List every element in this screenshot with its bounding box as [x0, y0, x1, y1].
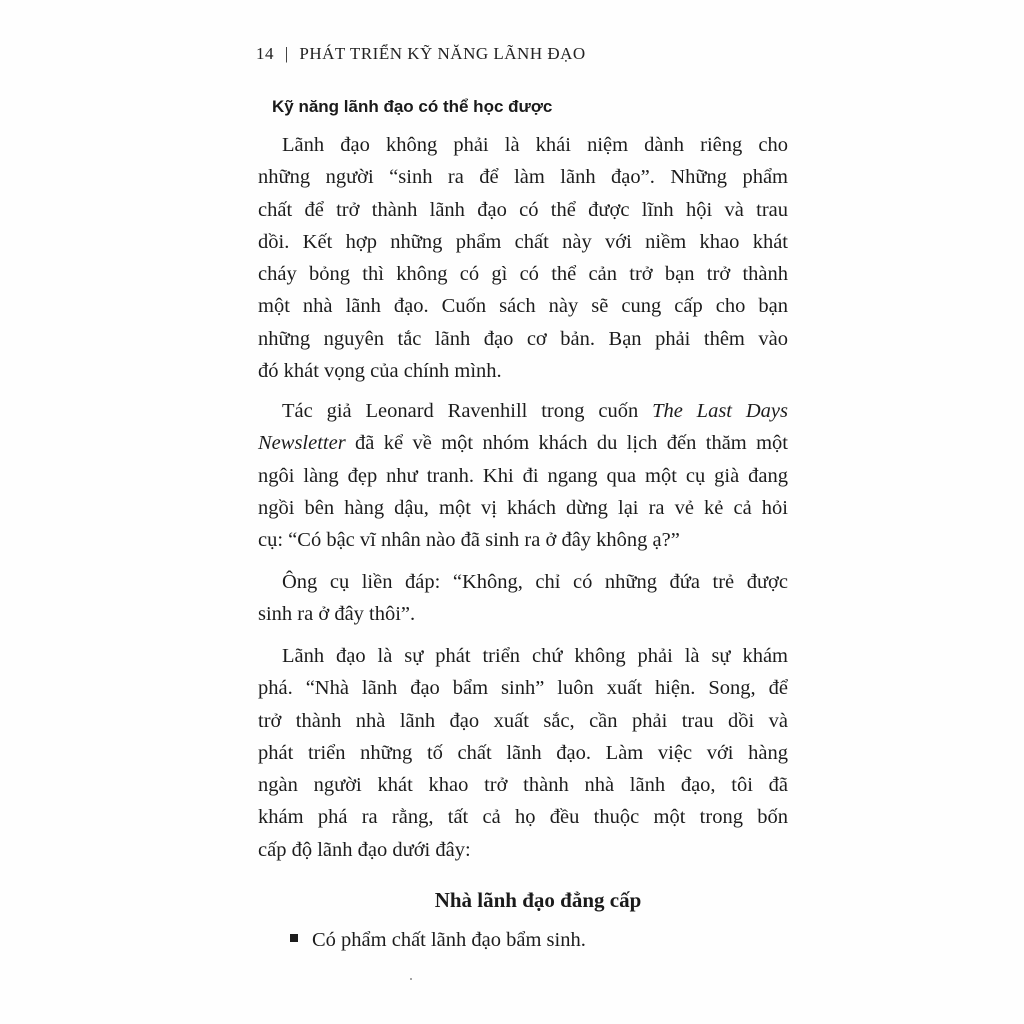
paragraph-line: cháy bỏng thì không có gì có thể cản trở bạn trở thành — [258, 263, 788, 286]
paragraph-line: Lãnh đạo không phải là khái niệm dành riêng cho — [282, 134, 788, 156]
bullet-text: Có phẩm chất lãnh đạo bẩm sinh. — [312, 929, 586, 951]
book-title-italic: Newsletter — [258, 432, 346, 455]
paragraph-3 — [258, 566, 788, 631]
page-number: 14 — [256, 44, 274, 63]
paragraph-line: đó khát vọng của chính mình. — [258, 360, 502, 383]
square-bullet-icon — [290, 934, 298, 942]
paragraph-line: khám phá ra rằng, tất cả họ đều thuộc một trong bốn — [258, 806, 788, 829]
book-title-italic: The Last Days — [652, 400, 788, 422]
page-speck — [410, 978, 412, 980]
paragraph-line: phá. “Nhà lãnh đạo bẩm sinh” luôn xuất hiện. Song, để — [258, 677, 788, 700]
paragraph-line: sinh ra ở đây thôi”. — [258, 603, 416, 626]
paragraph-line — [258, 395, 788, 427]
paragraph-line: dồi. Kết hợp những phẩm chất này với niềm khao khát — [258, 230, 788, 253]
paragraph-2 — [258, 395, 788, 556]
running-head — [256, 44, 586, 64]
paragraph-text: Tác giả Leonard Ravenhill trong cuốn — [282, 400, 653, 422]
paragraph-line: phát triển những tố chất lãnh đạo. Làm việc với hàng — [258, 741, 788, 764]
paragraph-text: đã kể về một nhóm khách du lịch đến thăm một — [345, 432, 788, 455]
sub-heading: Nhà lãnh đạo đẳng cấp — [434, 888, 642, 912]
paragraph-4 — [258, 640, 788, 866]
paragraph-line: Lãnh đạo là sự phát triển chứ không phải là sự khám — [282, 645, 788, 667]
paragraph-line: những nguyên tắc lãnh đạo cơ bản. Bạn phải thêm vào — [258, 327, 788, 350]
header-separator: | — [284, 44, 289, 63]
paragraph-line: ngôi làng đẹp như tranh. Khi đi ngang qua một cụ già đang — [258, 464, 788, 487]
book-title: PHÁT TRIỂN KỸ NĂNG LÃNH ĐẠO — [299, 44, 586, 63]
paragraph-1 — [258, 129, 788, 387]
paragraph-line: một nhà lãnh đạo. Cuốn sách này sẽ cung cấp cho bạn — [258, 295, 788, 318]
paragraph-line — [258, 427, 788, 459]
paragraph-line: cụ: “Có bậc vĩ nhân nào đã sinh ra ở đây không ạ?” — [258, 529, 680, 552]
bullet-list-item — [290, 929, 586, 952]
paragraph-line: cấp độ lãnh đạo dưới đây: — [258, 838, 471, 861]
paragraph-line: Ông cụ liền đáp: “Không, chỉ có những đứa trẻ được — [282, 571, 788, 593]
section-heading: Kỹ năng lãnh đạo có thể học được — [272, 97, 553, 116]
paragraph-line: ngàn người khát khao trở thành nhà lãnh đạo, tôi đã — [258, 774, 788, 797]
paragraph-line: trở thành nhà lãnh đạo xuất sắc, cần phải trau dồi và — [258, 709, 788, 732]
paragraph-line: chất để trở thành lãnh đạo có thể được lĩnh hội và trau — [258, 198, 788, 221]
paragraph-line: những người “sinh ra để làm lãnh đạo”. Những phẩm — [258, 166, 788, 189]
paragraph-line: ngồi bên hàng dậu, một vị khách dừng lại ra vẻ kẻ cả hỏi — [258, 496, 788, 519]
